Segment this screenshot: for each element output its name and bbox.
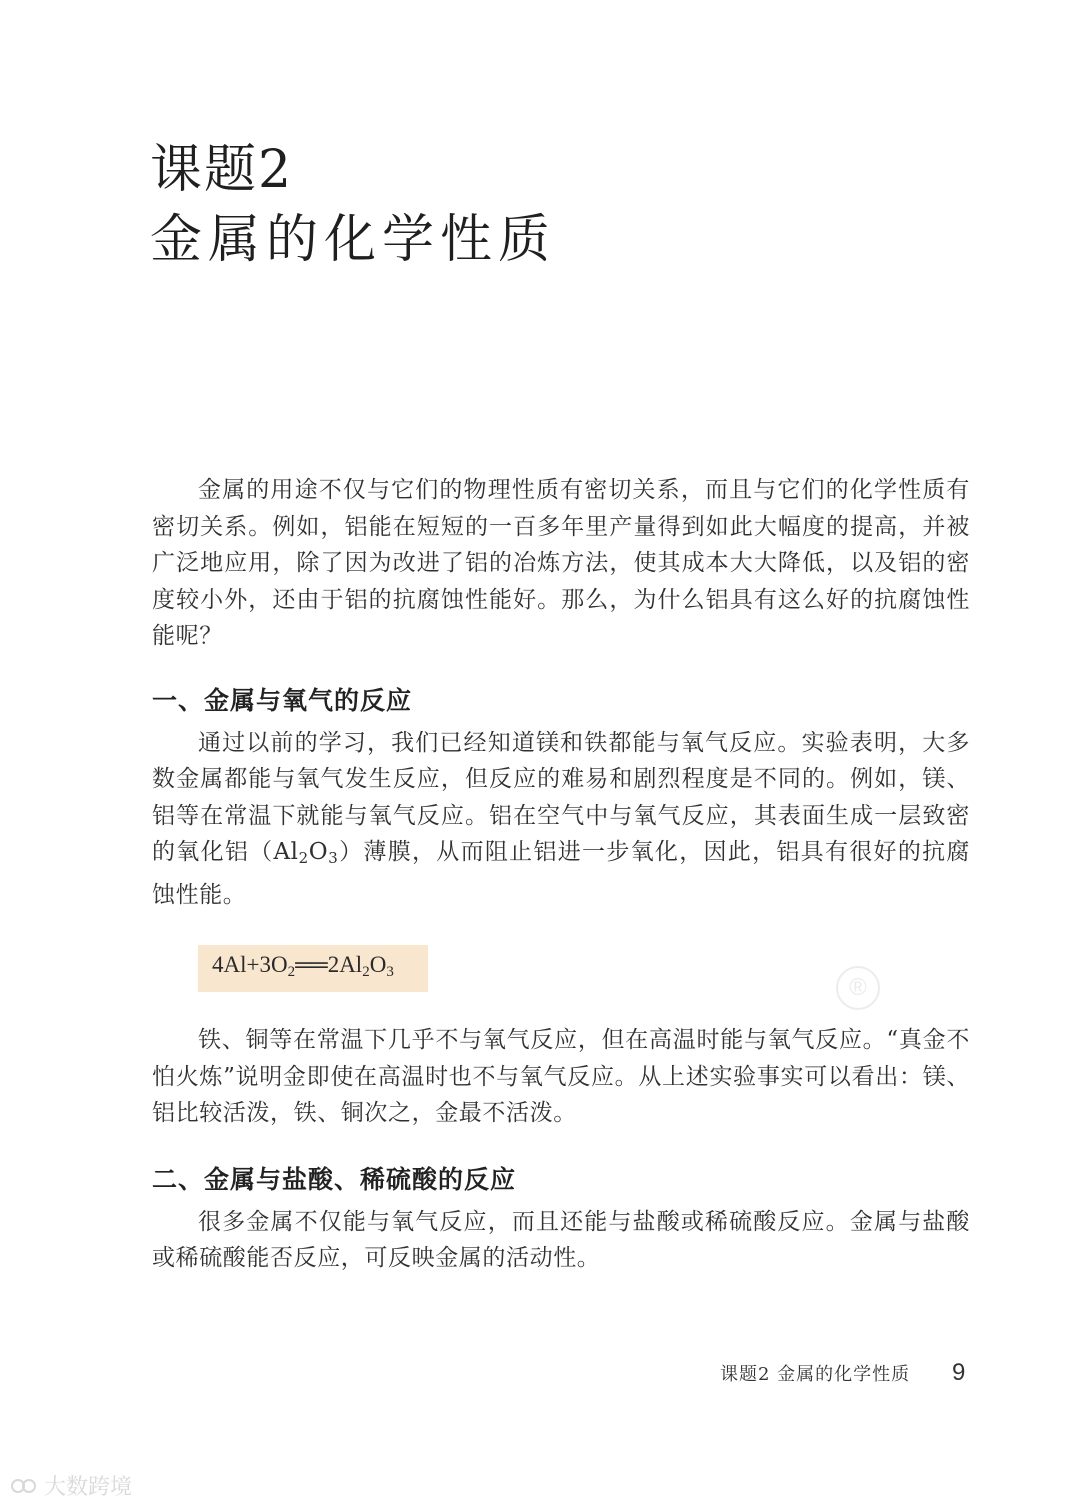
section-heading-oxygen: 一、金属与氧气的反应 [152, 685, 413, 715]
oxygen-paragraph-2: 铁、铜等在常温下几乎不与氧气反应，但在高温时能与氧气反应。“真金不怕火炼”说明金即使在高温时也不与氧气反应。从上述实验事实可以看出：镁、铝比较活泼，铁、铜次之，金最不活泼。 [152, 1027, 970, 1126]
registered-mark: ® [836, 966, 880, 1010]
page-number: 9 [952, 1359, 966, 1386]
running-title: 课题2 金属的化学性质 [720, 1364, 911, 1385]
brand-name: 大数跨境 [44, 1475, 133, 1500]
section-heading-acid: 二、金属与盐酸、稀硫酸的反应 [152, 1164, 517, 1194]
oxygen-paragraph-1-text-a: 通过以前的学习，我们已经知道镁和铁都能与氧气反应。实验表明，大多数金属都能与氧气发生反应，但反应的难易和剧烈程度是不同的。例如，镁、铝等在常温下就能与氧气反应。铝在空气中与氧气反应，其表面生成一层致密的氧化铝（ [152, 729, 970, 865]
oxygen-paragraph-1 [152, 725, 970, 914]
brand-logo-icon [10, 1475, 38, 1497]
acid-paragraph-1: 很多金属不仅能与氧气反应，而且还能与盐酸或稀硫酸反应。金属与盐酸或稀硫酸能否反应，可反映金属的活动性。 [152, 1208, 970, 1271]
oxygen-paragraph-1-text-b: ）薄膜，从而阻止铝进一步氧化，因此，铝具有很好的抗腐蚀性能。 [152, 839, 971, 908]
lesson-label: 课题2 [150, 140, 294, 200]
chemical-equation: $4Al+3O_2══2Al_2O_3$ [198, 945, 428, 992]
lesson-title: 金属的化学性质 [150, 210, 557, 270]
formula-al2o3: $Al_2O_3$ [273, 839, 339, 867]
intro-paragraph: 金属的用途不仅与它们的物理性质有密切关系，而且与它们的化学性质有密切关系。例如，铝能在短短的一百多年里产量得到如此大幅度的提高，并被广泛地应用，除了因为改进了铝的冶炼方法，使其成本大大降低，以及铝的密度较小外，还由于铝的抗腐蚀性能好。那么，为什么铝具有这么好的抗腐蚀性能呢？ [152, 477, 970, 649]
page-content [152, 472, 970, 1277]
brand-watermark [10, 1470, 132, 1501]
